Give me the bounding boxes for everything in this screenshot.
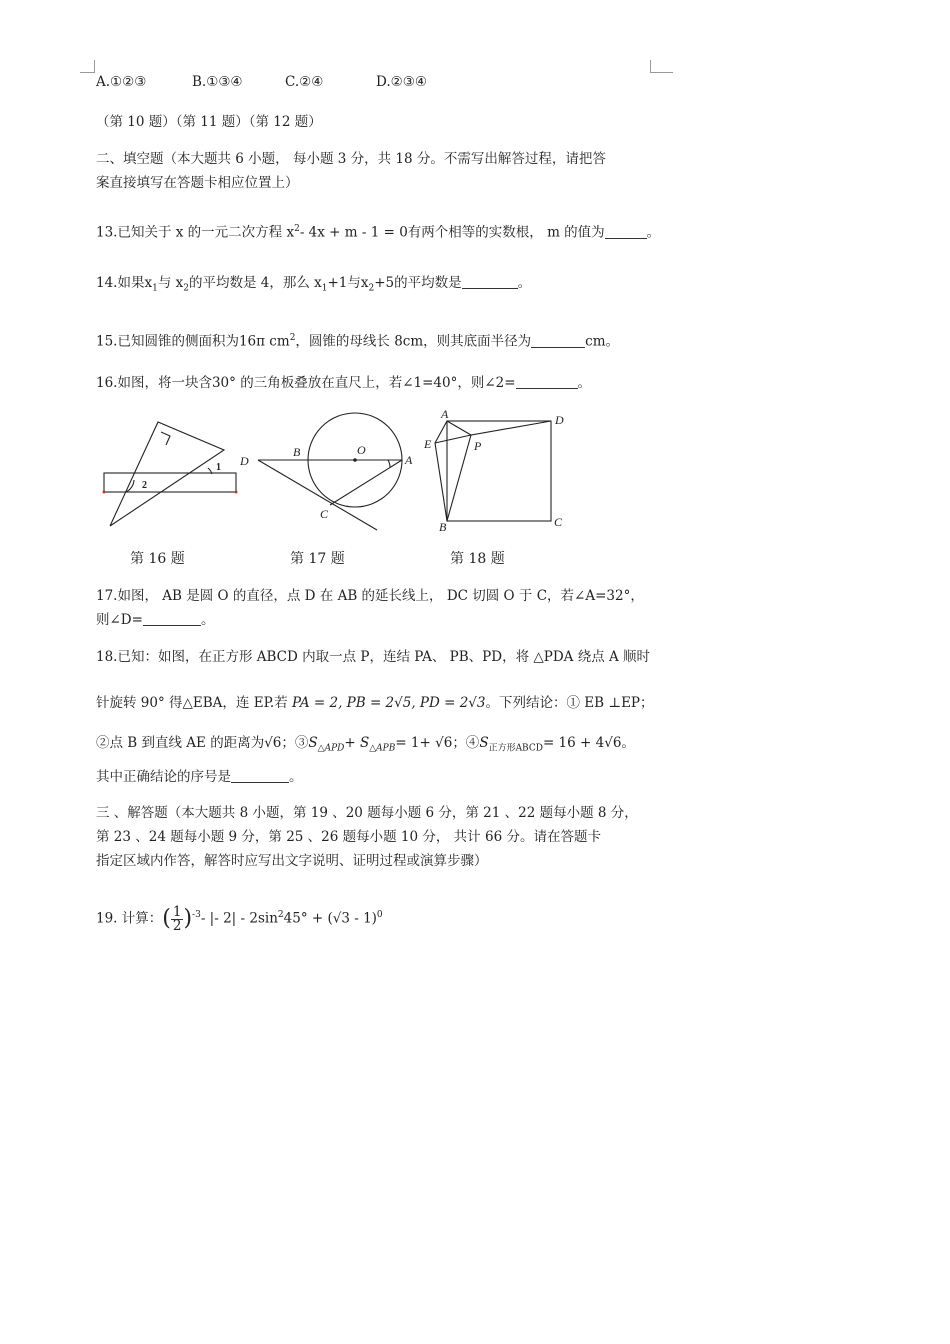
q14-text-d: +1与x [327,275,369,291]
label-d-17: D [240,454,249,468]
q16-text-b: 。 [577,375,592,391]
section2-heading-line2: 案直接填写在答题卡相应位置上） [96,175,299,191]
tangent-dc [258,460,377,530]
q18-l3-c: ；③ [281,735,309,751]
figure-18 [435,421,551,521]
q18-l4-b: 。 [289,769,303,785]
label-a-17: A [405,453,413,467]
crop-mark-right [650,60,673,73]
q14-text-e: +5的平均数是 [374,275,462,291]
q13-text-a: 13.已知关于 x 的一元二次方程 x [96,224,295,241]
option-c: C.②④ [285,74,324,90]
line-ep [435,435,471,443]
figures [100,408,580,538]
chord-ac [330,460,402,505]
q19-sin-square: 2 [277,910,284,920]
question-18-line3 [96,734,635,758]
q19-text-c: 45° + (√3 - 1) [283,910,377,927]
q13-text-b: - 4x + m - 1 = 0有两个相等的实数根， m 的值为 [299,224,605,241]
question-17-line2 [96,611,214,629]
question-19 [96,900,383,934]
label-c-18: C [554,515,563,529]
question-14 [96,274,531,298]
option-b: B.①③④ [192,74,243,90]
q15-text-b: ，圆锥的母线长 8cm，则其底面半径为 [295,333,532,350]
q15-answer-blank[interactable] [531,333,585,348]
section3-heading-line1: 三 、解答题（本大题共 8 小题，第 19 、20 题每小题 6 分，第 21 、22 题每小题 8 分， [96,805,638,821]
q14-text-f: 。 [517,275,532,291]
ruler-mark-left [103,491,106,494]
angle-2-label: 2 [142,480,147,491]
angle-a-arc [388,460,390,467]
q17-text-a: 则∠D= [96,612,143,628]
q18-l3-f: + S [344,735,370,751]
q18-l3-a: ②点 B 到直线 AE 的距离为 [96,735,265,751]
q18-l3-b: √6 [264,735,282,751]
q13-exponent: 2 [294,224,300,234]
caption-figure-16: 第 16 题 [130,551,185,567]
caption-figure-18: 第 18 题 [450,551,505,567]
q18-l3-j: S [479,735,489,751]
q15-text-c: cm。 [585,333,620,350]
q19-zero-exponent: 0 [376,910,383,920]
figure-17 [258,413,402,530]
q18-l3-k: 正方形ABCD [488,743,543,754]
square-abcd [447,421,551,521]
ruler [104,473,236,492]
question-18-line4 [96,768,303,786]
q18-l3-h: = 1+ √6 [395,735,453,751]
q13-answer-blank[interactable] [605,224,647,239]
label-b-18: B [439,520,447,534]
option-a: A.①②③ [96,74,147,90]
option-d: D.②③④ [376,74,427,90]
lines-ea-eb [435,421,447,521]
section3-heading-line2: 第 23 、24 题每小题 9 分，第 25 、26 题每小题 10 分， 共计 66 分。请在答题卡 [96,829,601,845]
q19-text-b: - |- 2| - 2sin [200,910,278,927]
question-18-line1: 18.已知：如图，在正方形 ABCD 内取一点 P，连结 PA、 PB、PD，将 △PDA 绕点 A 顺时 [96,649,651,665]
q14-text-b: 与 x [157,275,184,291]
caption-figure-17: 第 17 题 [290,551,345,567]
triangle-ruler [110,422,224,526]
q14-sub-4: 2 [368,283,375,294]
q16-answer-blank[interactable] [516,374,578,389]
question-15 [96,329,619,351]
question-17-line1: 17.如图， AB 是圆 O 的直径，点 D 在 AB 的延长线上， DC 切圆 O 于 C，若∠A=32°， [96,588,644,604]
q19-numerator: 1 [172,903,182,920]
q14-answer-blank[interactable] [462,274,518,289]
q14-sub-3: 1 [321,283,328,294]
figure-references: （第 10 题）（第 11 题）（第 12 题） [96,114,322,130]
q17-answer-blank[interactable] [143,611,201,626]
q17-text-b: 。 [200,612,215,628]
q18-l2-text-a: 针旋转 90° 得△EBA，连 EP.若 [96,695,292,711]
question-13 [96,220,660,242]
label-b-17: B [293,445,301,459]
q14-sub-2: 2 [183,283,189,294]
crop-mark-left [80,60,95,73]
q19-text-a: 19. 计算： [96,910,163,927]
lines-pa-pd [447,421,551,435]
figure-16 [104,422,236,526]
q19-paren-open: ( [162,906,171,931]
q14-text-c: 的平均数是 4，那么 x [188,275,322,291]
label-c-17: C [320,507,329,521]
center-o-dot [353,458,357,462]
q19-paren-close: ) [183,906,193,931]
q18-l3-m: 。 [621,735,635,751]
line-pb [447,435,471,521]
label-o-17: O [357,443,366,457]
question-18-line2 [96,694,654,712]
label-e-18: E [424,437,432,451]
q18-l3-i: ；④ [452,735,480,751]
q14-text-a: 14.如果x [96,275,153,291]
q18-answer-blank[interactable] [231,768,289,783]
q19-fraction [171,903,184,934]
q14-sub-1: 1 [152,283,158,294]
angle-1-label: 1 [216,462,221,473]
q18-l3-g: △APB [369,743,396,754]
label-p-18: P [474,439,482,453]
q18-l3-d: S [308,735,318,751]
question-16 [96,374,591,392]
q16-text-a: 16.如图，将一块含30° 的三角板叠放在直尺上，若∠1=40°，则∠2= [96,375,516,391]
ruler-mark-right [235,491,238,494]
q18-l2-text-b: 。下列结论：① EB ⊥EP； [485,695,654,711]
q18-given-values: PA = 2, PB = 2√5, PD = 2√3 [292,695,486,711]
section2-heading-line1: 二、填空题（本大题共 6 小题， 每小题 3 分，共 18 分。不需写出解答过程，请把答 [96,151,606,167]
label-a-18: A [441,408,449,421]
q18-l3-e: △APD [317,743,345,754]
q15-exponent: 2 [289,333,296,343]
label-d-18: D [555,413,564,427]
q13-text-c: 。 [646,224,661,241]
q18-l4-a: 其中正确结论的序号是 [96,769,231,785]
q15-text-a: 15.已知圆锥的侧面积为16π cm [96,333,290,350]
section3-heading-line3: 指定区域内作答，解答时应写出文字说明、证明过程或演算步骤） [96,853,488,869]
q19-denominator: 2 [172,917,182,934]
q19-exponent: -3 [192,910,201,920]
right-angle-mark [161,432,170,445]
q18-l3-l: = 16 + 4√6 [542,735,622,751]
